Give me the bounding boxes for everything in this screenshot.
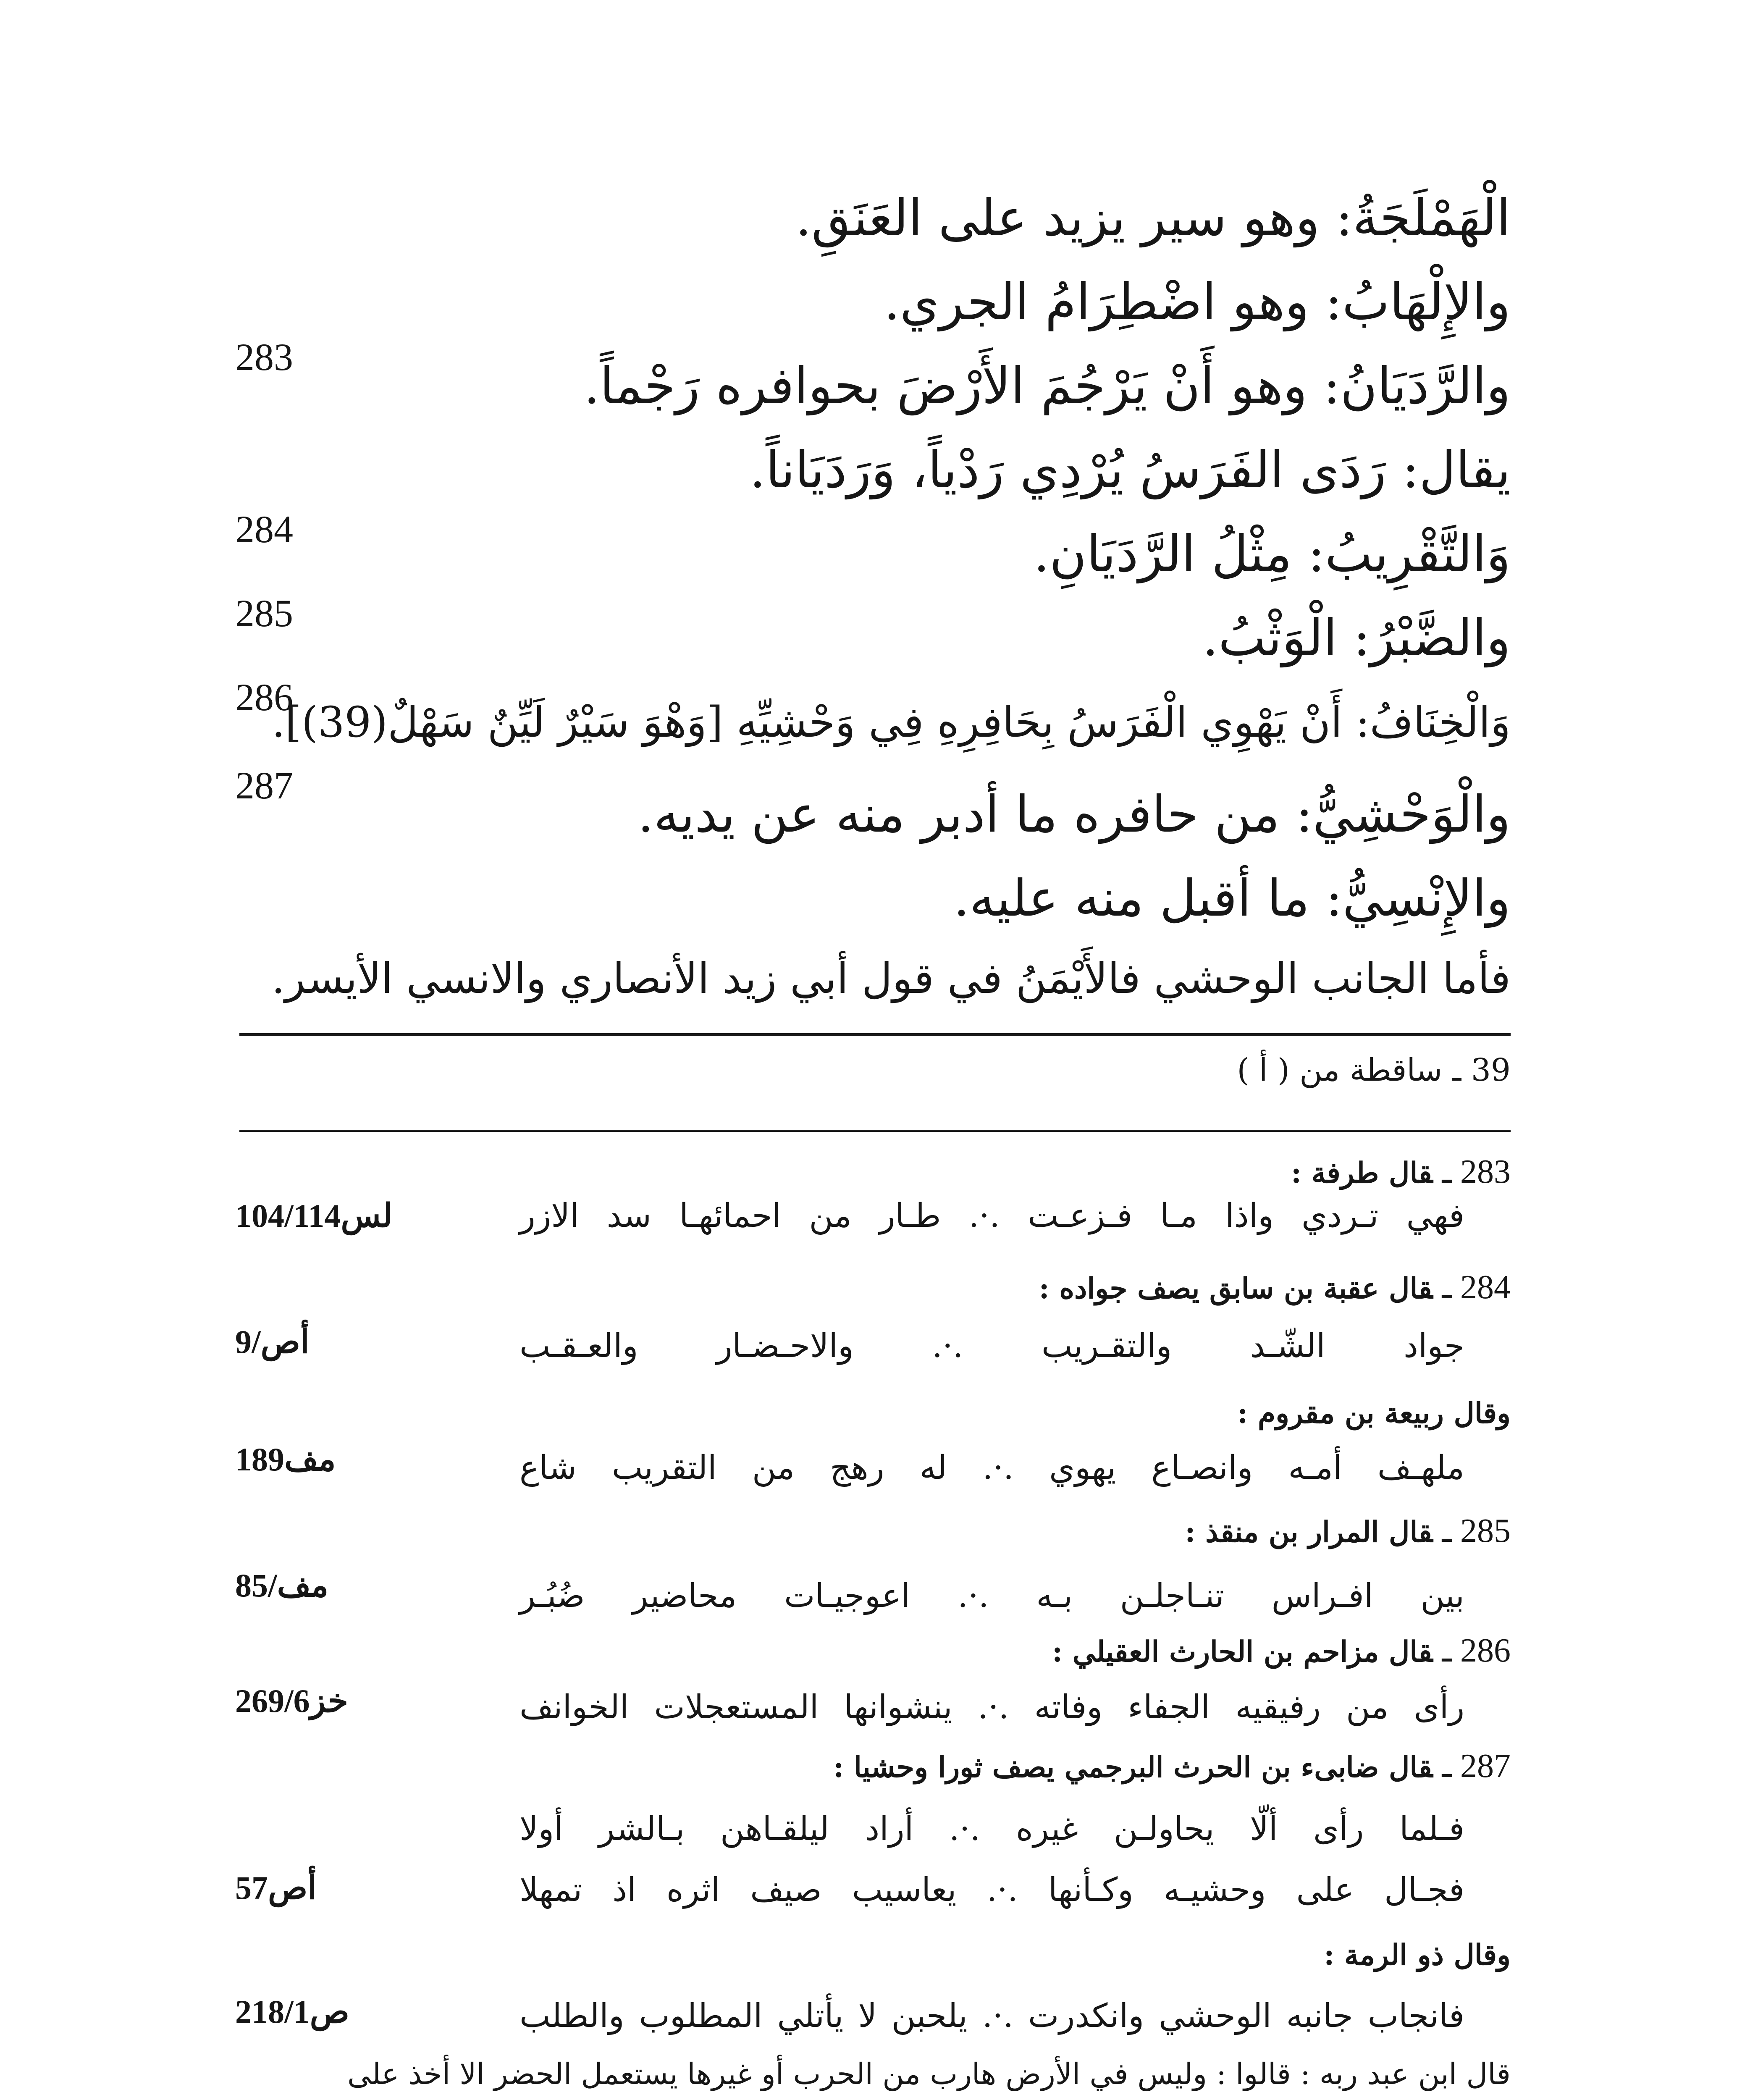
note-heading-text: قال ضابىء بن الحرث البرجمي يصف ثورا وحشيا : [833,1751,1433,1784]
note-subheading: وقال ذو الرمة : [1324,1938,1511,1972]
note-number: 286 ـ [1442,1632,1511,1669]
source-ref: أص57 [235,1869,317,1906]
entry-hamlaja: الْهَمْلَجَةُ: وهو سير يزيد على العَنَقِ. [795,189,1511,247]
margin-number: 286 [235,676,293,719]
margin-number: 287 [235,764,293,807]
note-subheading: وقال ربيعة بن مقروم : [1237,1396,1511,1430]
note-heading-287 [251,1747,1511,1786]
note-heading-285 [251,1512,1511,1551]
note-heading-text: قال عقبة بن سابق يصف جواده : [1039,1272,1433,1305]
verse-line: فهي تـردي واذا مـا فـزعـت .·. طـار من احمائهـا سد الازر [519,1197,1464,1235]
source-ref: أص/9 [235,1323,310,1360]
note-heading-text: قال مزاحم بن الحارث العقيلي : [1052,1635,1433,1669]
note-heading-283 [251,1153,1511,1192]
entry-janib: فأما الجانب الوحشي فالأَيْمَنُ في قول أبي زيد الأنصاري والانسي الأيسر. [271,954,1511,1003]
note-heading-text: قال طرفة : [1291,1156,1433,1190]
source-ref: خز269/6 [235,1683,348,1719]
note-heading-text: قال المرار بن منقذ : [1185,1515,1433,1549]
source-ref: لس104/114 [235,1197,393,1234]
verse-line: فـلما رأى ألّا يحاولـن غيره .·. أراد ليلقـاهن بـالشر أولا [519,1810,1464,1848]
source-ref: مف189 [235,1441,336,1478]
note-number: 284 ـ [1442,1269,1511,1306]
notes-divider [239,1130,1511,1132]
source-ref: ص218/1 [235,1993,349,2030]
source-ref: مف/85 [235,1567,329,1604]
verse-line: جواد الشّـد والتقـريب .·. والاحـضـار والعـقـب [519,1327,1464,1365]
footnote-divider [239,1033,1511,1036]
entry-wahshi: والْوَحْشِيُّ: من حافره ما أدبر منه عن يديه. [638,785,1511,844]
prose-line: قال ابن عبد ربه : قالوا : وليس في الأرض هارب من الحرب أو غيرها يستعمل الحضر الا أخذ على [347,2057,1511,2091]
verse-line: بين افـراس تنـاجلـن بـه .·. اعوجيـات محاضير ضُبُـر [519,1577,1464,1615]
entry-ilhab: والإِلْهَابُ: وهو اضْطِرَامُ الجري. [884,273,1511,331]
margin-number: 285 [235,592,293,635]
note-number: 283 ـ [1442,1153,1511,1190]
verse-line: فجـال على وحشيـه وكـأنها .·. يعاسيب صيف اثره اذ تمهلا [519,1871,1464,1909]
verse-line: رأى من رفيقيه الجفاء وفاته .·. ينشوانها المستعجلات الخوانف [519,1688,1464,1726]
margin-number: 283 [235,336,293,378]
entry-khinaf: وَالْخِنَافُ: أَنْ يَهْوِي الْفَرَسُ بِحَافِرِهِ فِي وَحْشِيِّهِ [وَهْوَ سَيْرٌ لَيِّنٌ سَهْلٌ(39)]. [272,698,1511,747]
entry-radayan: والرَّدَيَانُ: وهو أَنْ يَرْجُمَ الأَرْضَ بحوافره رَجْماً. [584,357,1511,415]
verse-line: ملهـف أمـه وانصـاع يهوي .·. له رهج من التقريب شاع [519,1449,1464,1487]
entry-insi: والإِنْسِيُّ: ما أقبل منه عليه. [953,869,1511,928]
note-number: 285 ـ [1442,1512,1511,1549]
verse-line: فانجاب جانبه الوحشي وانكدرت .·. يلحبن لا يأتلي المطلوب والطلب [519,1997,1464,2035]
footnote-39: 39 ـ ساقطة من ( أ ) [1237,1052,1511,1088]
note-heading-284 [251,1268,1511,1307]
note-heading-286 [251,1632,1511,1671]
note-number: 287 ـ [1442,1748,1511,1785]
margin-number: 284 [235,508,293,551]
entry-taqrib: وَالتَّقْرِيبُ: مِثْلُ الرَّدَيَانِ. [1033,525,1511,583]
entry-dabr: والضَّبْرُ: الْوَثْبُ. [1202,609,1511,667]
entry-radayan-usage: يقال: رَدَى الفَرَسُ يُرْدِي رَدْياً، وَرَدَيَاناً. [749,441,1511,499]
